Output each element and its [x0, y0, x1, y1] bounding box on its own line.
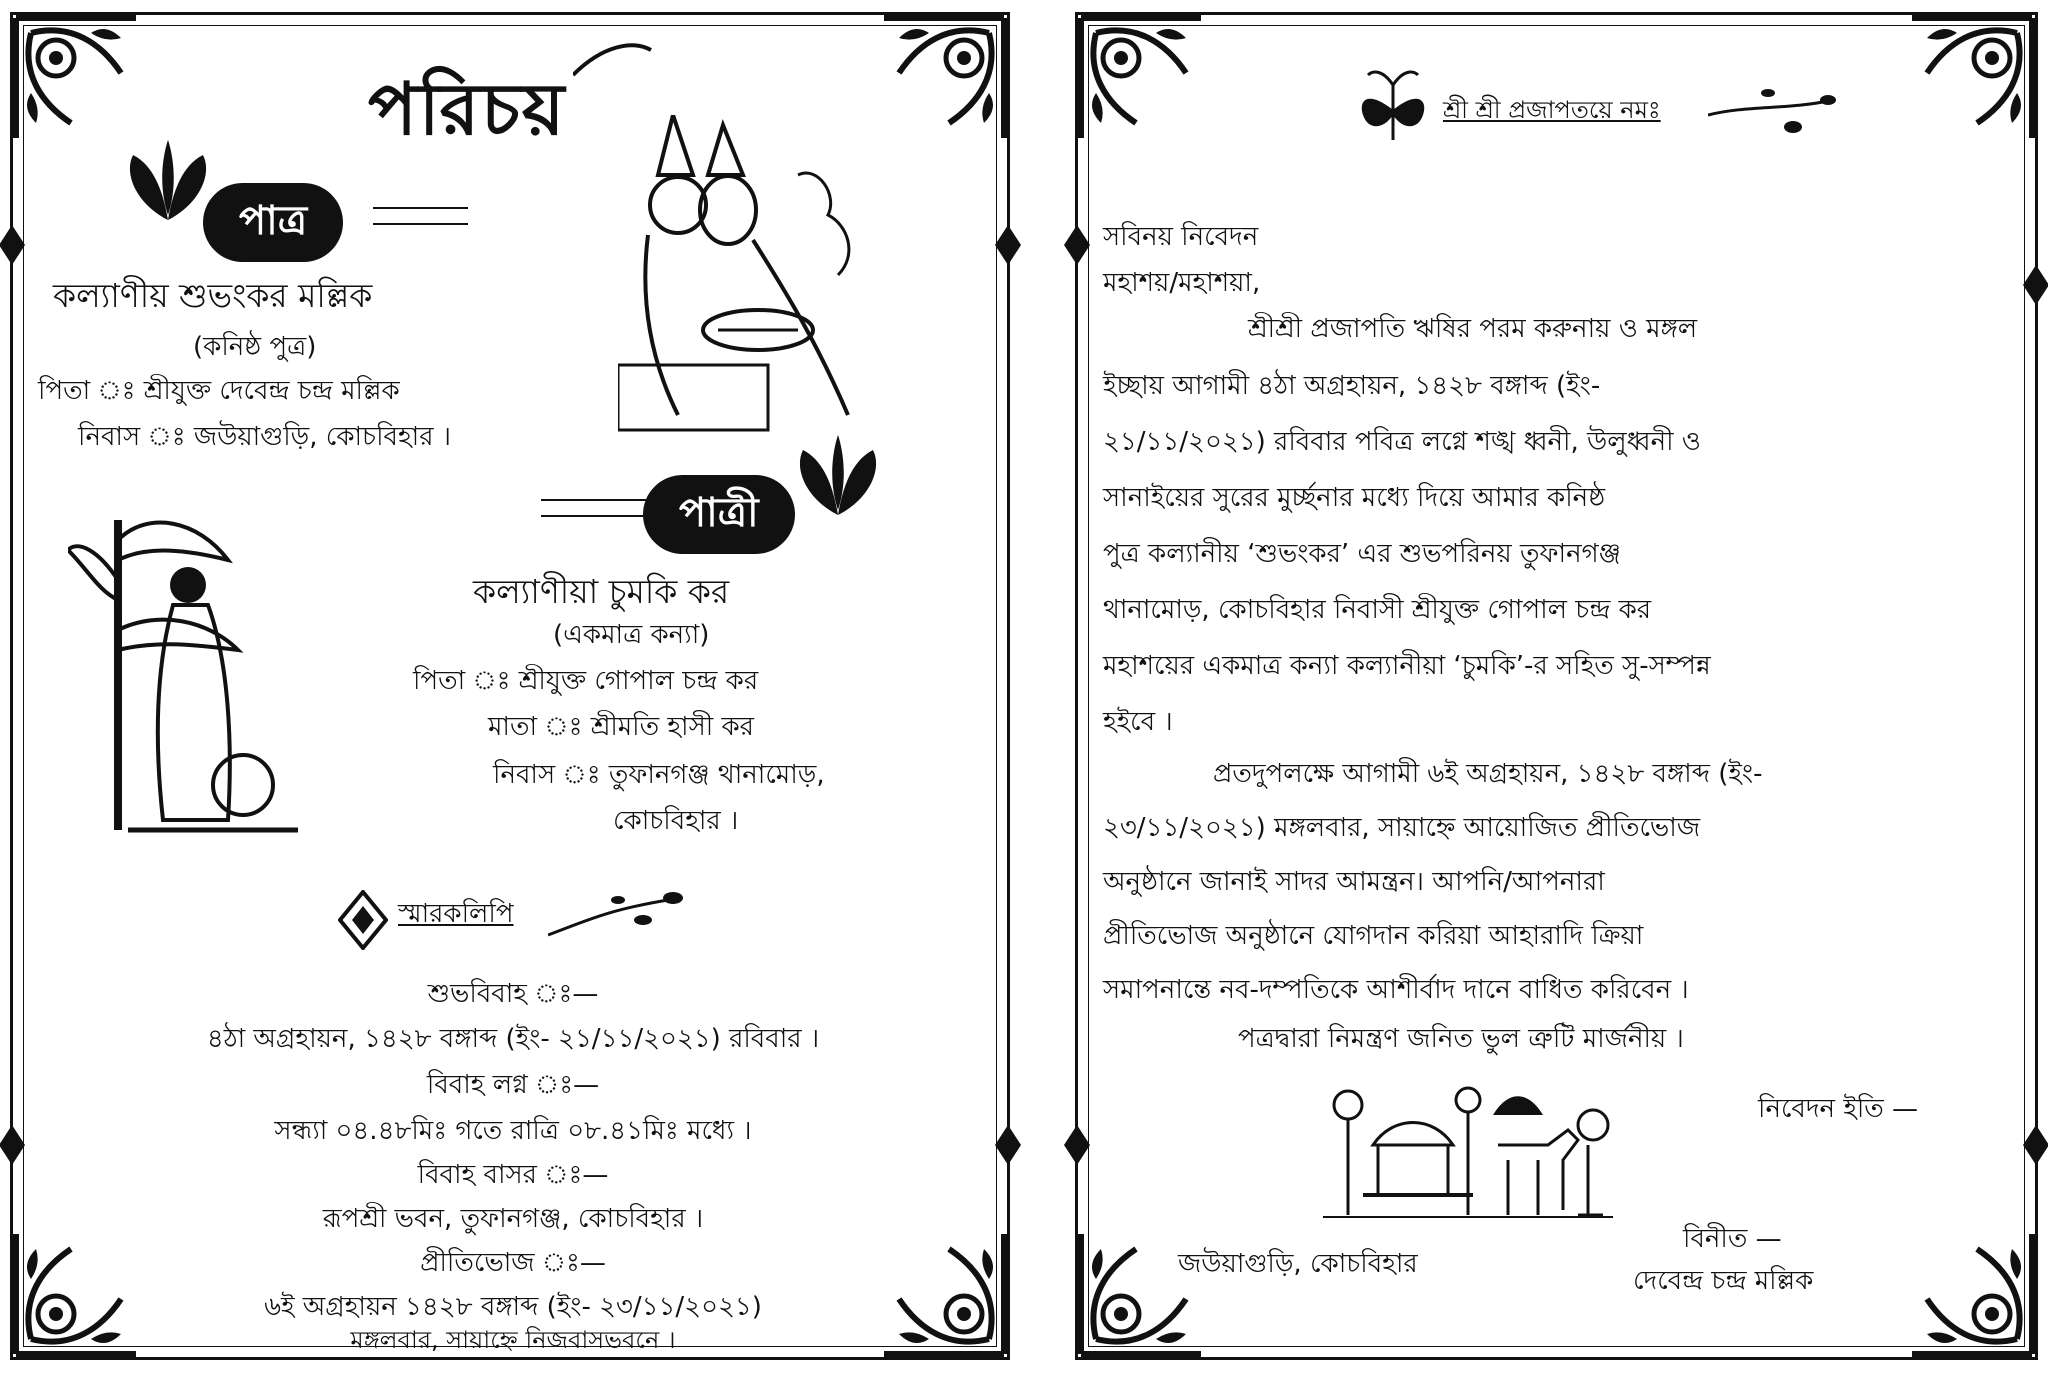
signature-line: দেবেন্দ্র চন্দ্র মল্লিক [1633, 1266, 1814, 1296]
salutation-line: সবিনয় নিবেদন [1103, 222, 1259, 252]
body-line: অনুষ্ঠানে জানাই সাদর আমন্ত্রন। আপনি/আপনারা [1103, 867, 1605, 897]
groom-name: কল্যাণীয় শুভংকর মল্লিক [53, 276, 373, 315]
left-page-card [10, 12, 1010, 1360]
bride-address-2: কোচবিহার । [613, 806, 739, 836]
corner-ornament-icon [1907, 1229, 2037, 1359]
title-flourish-icon [573, 40, 653, 80]
side-ornament-icon [2023, 265, 2048, 305]
memo-heading: স্মারকলিপি [398, 899, 514, 929]
memo-line: সন্ধ্যা ০৪.৪৮মিঃ গতে রাত্রি ০৮.৪১মিঃ মধ্যে । [274, 1116, 752, 1146]
diamond-ornament-icon [338, 890, 388, 950]
corner-ornament-icon [879, 13, 1009, 143]
body-line: প্রতদুপলক্ষে আগামী ৬ই অগ্রহায়ন, ১৪২৮ বঙ্গাব্দ (ইং- [1213, 759, 1763, 789]
vine-flourish-icon [548, 880, 688, 950]
body-line: ২৩/১১/২০২১) মঙ্গলবার, সায়াহ্নে আয়োজিত প্রীতিভোজ [1103, 813, 1701, 843]
bride-name: কল্যাণীয়া চুমকি কর [473, 572, 730, 611]
groom-address: নিবাস ঃ জউয়াগুড়ি, কোচবিহার । [78, 422, 452, 452]
body-line: সমাপনান্তে নব-দম্পতিকে আশীর্বাদ দানে বাধিত করিবেন । [1103, 975, 1689, 1005]
corner-ornament-icon [1907, 13, 2037, 143]
body-line: ইচ্ছায় আগামী ৪ঠা অগ্রহায়ন, ১৪২৮ বঙ্গাব্দ (ইং- [1103, 371, 1601, 401]
memo-line: মঙ্গলবার, সায়াহ্নে নিজবাসভবনে । [350, 1326, 676, 1354]
body-line: পত্রদ্বারা নিমন্ত্রণ জনিত ভুল ত্রুটি মার্জনীয় । [1238, 1024, 1684, 1054]
closing-line: নিবেদন ইতি — [1758, 1094, 1919, 1124]
bride-father: পিতা ঃ শ্রীযুক্ত গোপাল চন্দ্র কর [413, 666, 759, 696]
body-line: হইবে । [1103, 707, 1173, 737]
decor-lines [541, 499, 651, 517]
butterfly-icon [1358, 70, 1428, 145]
place-line: জউয়াগুড়ি, কোচবিহার [1178, 1249, 1418, 1279]
body-line: শ্রীশ্রী প্রজাপতি ঋষির পরম করুনায় ও মঙ্গল [1248, 314, 1698, 344]
body-line: থানামোড়, কোচবিহার নিবাসী শ্রীযুক্ত গোপাল চন্দ্র কর [1103, 595, 1652, 625]
groom-relation: (কনিষ্ঠ পুত্র) [193, 332, 317, 362]
bride-badge: পাত্রী [643, 475, 795, 554]
corner-ornament-icon [1076, 13, 1206, 143]
groom-badge: পাত্র [203, 183, 343, 262]
memo-line: প্রীতিভোজ ঃ— [420, 1248, 606, 1278]
memo-line: রূপশ্রী ভবন, তুফানগঞ্জ, কোচবিহার । [322, 1204, 704, 1234]
groom-father: পিতা ঃ শ্রীযুক্ত দেবেন্দ্র চন্দ্র মল্লিক [38, 376, 400, 406]
memo-line: বিবাহ লগ্ন ঃ— [426, 1070, 600, 1100]
body-line: প্রীতিভোজ অনুষ্ঠানে যোগদান করিয়া আহারাদি ক্রিয়া [1103, 921, 1644, 951]
salutation-line: মহাশয়/মহাশয়া, [1103, 268, 1261, 298]
invocation-header: শ্রী শ্রী প্রজাপতয়ে নমঃ [1443, 96, 1661, 124]
body-line: পুত্র কল্যানীয় ‘শুভংকর’ এর শুভপরিনয় তুফানগঞ্জ [1103, 539, 1621, 569]
body-line: সানাইয়ের সুরের মুর্চ্ছনার মধ্যে দিয়ে আমার কনিষ্ঠ [1103, 483, 1606, 513]
lotus-icon [788, 430, 888, 520]
bride-address-1: নিবাস ঃ তুফানগঞ্জ থানামোড়, [493, 760, 825, 790]
lotus-icon [118, 135, 218, 225]
bride-relation: (একমাত্র কন্যা) [553, 620, 710, 650]
memo-line: ৬ই অগ্রহায়ন ১৪২৮ বঙ্গাব্দ (ইং- ২৩/১১/২০২১) [264, 1292, 762, 1322]
vinita-line: বিনীত — [1683, 1224, 1782, 1254]
side-ornament-icon [2023, 1125, 2048, 1165]
side-ornament-icon [1064, 225, 1090, 265]
side-ornament-icon [0, 225, 25, 265]
body-line: মহাশয়ের একমাত্র কন্যা কল্যানীয়া ‘চুমকি’-র সহিত সু-সম্পন্ন [1103, 651, 1711, 681]
vine-flourish-icon [1708, 85, 1838, 145]
memo-line: শুভবিবাহ ঃ— [427, 979, 599, 1009]
memo-line: ৪ঠা অগ্রহায়ন, ১৪২৮ বঙ্গাব্দ (ইং- ২১/১১/২০২১) রবিবার । [206, 1024, 820, 1054]
right-page-card [1075, 12, 2038, 1360]
decor-lines [373, 207, 468, 225]
corner-ornament-icon [11, 13, 141, 143]
page-title: পরিচয় [368, 67, 567, 151]
wedding-couple-illustration [618, 115, 888, 435]
memo-line: বিবাহ বাসর ঃ— [417, 1160, 609, 1190]
bride-mother: মাতা ঃ শ্রীমতি হাসী কর [488, 712, 754, 742]
side-ornament-icon [995, 225, 1021, 265]
side-ornament-icon [1064, 1125, 1090, 1165]
wedding-procession-illustration [1323, 1085, 1613, 1225]
woman-banana-tree-illustration [68, 500, 308, 840]
body-line: ২১/১১/২০২১) রবিবার পবিত্র লগ্নে শঙ্খ ধ্বনী, উলুধ্বনী ও [1103, 427, 1701, 457]
